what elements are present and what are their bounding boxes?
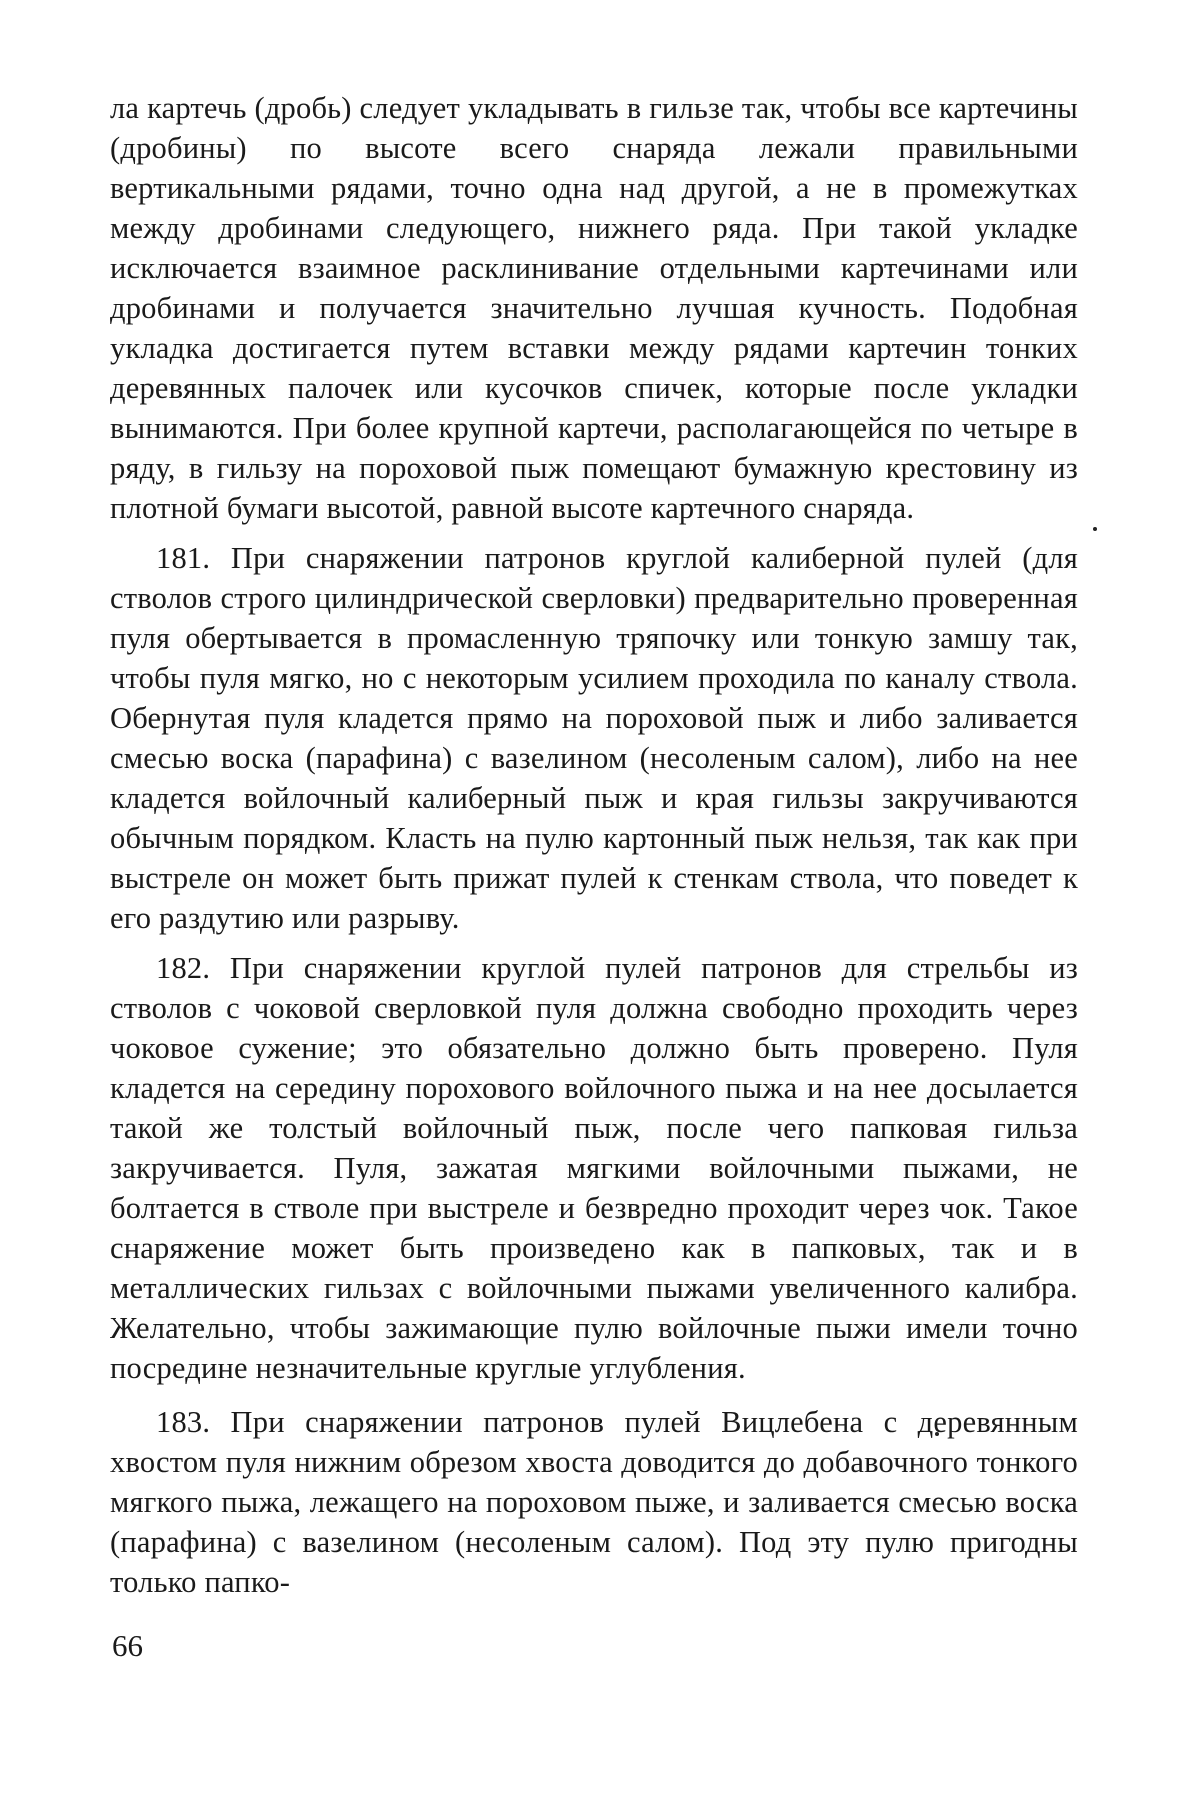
paragraph-182: 182. При снаряжении круглой пулей патронов для стрельбы из стволов с чоковой сверловкой пуля должна свободно проходить через чоковое сужение; это обязательно должно быть проверено. Пуля кладется на середину порохового войлочного пыжа и на нее досылается такой же толстый войлочный пыж, после чего папковая гильза закручивается. Пуля, зажатая мягкими войлочными пыжами, не болтается в стволе при выстреле и безвредно проходит через чок. Такое снаряжение может быть произведено как в папковых, так и в металлических гильзах с войлочными пыжами увеличенного калибра. Желательно, чтобы зажимающие пулю войлочные пыжи имели точно посредине незначительные круглые углубления. [110,948,1078,1388]
page-body [110,88,1078,1602]
paragraph-continuation: ла картечь (дробь) следует укладывать в гильзе так, чтобы все картечины (дробины) по высоте всего снаряда лежали правильными вертикальными рядами, точно одна над другой, а не в промежутках между дробинами следующего, нижнего ряда. При такой укладке исключается взаимное расклинивание отдельными картечинами или дробинами и получается значительно лучшая кучность. Подобная укладка достигается путем вставки между рядами картечин тонких деревянных палочек или кусочков спичек, которые после укладки вынимаются. При более крупной картечи, располагающейся по четыре в ряду, в гильзу на пороховой пыж помещают бумажную крестовину из плотной бумаги высотой, равной высоте картечного снаряда. [110,88,1078,528]
paragraph-181: 181. При снаряжении патронов круглой калиберной пулей (для стволов строго цилиндрической сверловки) предварительно проверенная пуля обертывается в промасленную тряпочку или тонкую замшу так, чтобы пуля мягко, но с некоторым усилием проходила по каналу ствола. Обернутая пуля кладется прямо на пороховой пыж и либо заливается смесью воска (парафина) с вазелином (несоленым салом), либо на нее кладется войлочный калиберный пыж и края гильзы закручиваются обычным порядком. Класть на пулю картонный пыж нельзя, так как при выстреле он может быть прижат пулей к стенкам ствола, что поведет к его раздутию или разрыву. [110,538,1078,938]
scan-speck [1093,527,1097,531]
scan-speck [935,1432,939,1436]
paragraph-183: 183. При снаряжении патронов пулей Вицлебена с деревянным хвостом пуля нижним обрезом хвоста доводится до добавочного тонкого мягкого пыжа, лежащего на пороховом пыже, и заливается смесью воска (парафина) с вазелином (несоленым салом). Под эту пулю пригодны только папко- [110,1402,1078,1602]
page-number: 66 [112,1628,143,1664]
